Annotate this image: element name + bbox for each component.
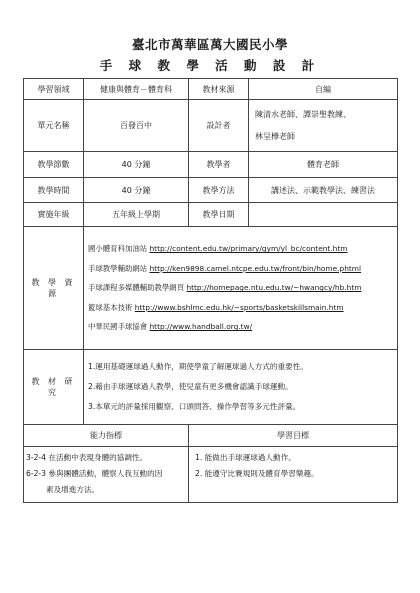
periods-label: 教學節數: [24, 152, 84, 178]
lesson-plan-table: [23, 78, 398, 503]
resource-link[interactable]: http://ken9898.camel.ntcpe.edu.tw/front/bin/home.phtml: [149, 263, 362, 273]
study-item: 3.本單元的評量採用觀察、口頭問答、操作學習等多元性評量。: [88, 402, 301, 411]
ability-list: [24, 447, 189, 503]
ability-text: 在活動中表現身體的協調性。: [48, 453, 148, 462]
row-domain: [24, 79, 398, 100]
time-label: 教學時間: [24, 178, 84, 203]
resource-item: [88, 278, 395, 298]
date-value: [249, 203, 398, 227]
domain-label: 學習領域: [24, 79, 84, 100]
resource-name: 籃球基本技術: [88, 302, 133, 312]
resource-name: 中華民國手球協會: [88, 322, 148, 332]
designer-line-1: 陳清水老師、譚崇聖教練、: [255, 109, 351, 119]
resource-link[interactable]: http://www.handball.org.tw/: [149, 322, 253, 332]
grade-label: 實施年級: [24, 203, 84, 227]
resource-item: [88, 259, 395, 279]
domain-value: 健康與體育－體育科: [84, 79, 189, 100]
study-item: 1.運用基礎運球過人動作，期使學童了解運球過人方式的重要性。: [88, 362, 308, 371]
row-objectives-header: [24, 425, 398, 447]
grade-value: 五年級上學期: [84, 203, 189, 227]
unit-value: 百發百中: [84, 100, 189, 152]
designer-label: 設計者: [189, 100, 249, 152]
resource-link[interactable]: http://www.bshlmc.edu.hk/~sports/basketskillsmain.htm: [134, 302, 344, 312]
row-objectives: [24, 447, 398, 503]
resource-item: [88, 298, 395, 318]
row-resources: [24, 227, 398, 350]
method-value: 講述法、示範教學法、練習法: [249, 178, 398, 203]
resource-link[interactable]: http://homepage.ntu.edu.tw/~hwangcy/hb.htm: [186, 283, 362, 293]
unit-label: 單元名稱: [24, 100, 84, 152]
resource-item: [88, 317, 395, 337]
school-name: 臺北市萬華區萬大國民小學: [131, 37, 288, 52]
row-study: [24, 350, 398, 425]
goal-header: 學習目標: [189, 425, 398, 447]
goal-list: [189, 447, 398, 503]
resource-item: [88, 239, 395, 259]
resource-name: 手球課程多媒體輔助教學網頁: [88, 283, 185, 293]
ability-code: 3-2-4: [26, 453, 46, 462]
designer-line-2: 林呈樺老師: [255, 131, 295, 141]
row-periods: [24, 152, 398, 178]
date-label: 教學日期: [189, 203, 249, 227]
resources-list: [84, 227, 398, 350]
resource-name: 手球教學輔助網站: [88, 263, 148, 273]
source-value: 自編: [249, 79, 398, 100]
ability-item: [26, 466, 186, 482]
method-label: 教學方法: [189, 178, 249, 203]
ability-text-continued: 素及增進方法。: [46, 485, 100, 494]
row-unit: [24, 100, 398, 152]
ability-text: 參與團體活動，體察人我互動的因: [48, 469, 163, 478]
ability-header: 能力指標: [24, 425, 189, 447]
goal-item: 2. 能遵守比賽規則及體育學習樂趣。: [195, 469, 319, 478]
designer-value: [249, 100, 398, 152]
periods-value: 40 分鐘: [84, 152, 189, 178]
resources-label: 教 學 資 源: [24, 227, 84, 350]
teacher-value: 體育老師: [249, 152, 398, 178]
ability-item: [26, 450, 186, 466]
resource-link[interactable]: http://content.edu.tw/primary/gym/yl_bc/content.htm: [149, 244, 348, 254]
row-time: [24, 178, 398, 203]
study-item: 2.藉由手球運球過人教學，使兒童有更多機會認識手球運動。: [88, 382, 293, 391]
ability-code: 6-2-3: [26, 469, 46, 478]
teacher-label: 教學者: [189, 152, 249, 178]
source-label: 教材來源: [189, 79, 249, 100]
goal-item: 1. 能做出手球運球過人動作。: [195, 453, 296, 462]
resource-name: 國小體育科加油站: [88, 244, 148, 254]
row-grade: [24, 203, 398, 227]
time-value: 40 分鐘: [84, 178, 189, 203]
plan-title: 手 球 教 學 活 動 設 計: [99, 58, 321, 73]
study-label: 教 材 研 究: [24, 350, 84, 425]
study-list: [84, 350, 398, 425]
